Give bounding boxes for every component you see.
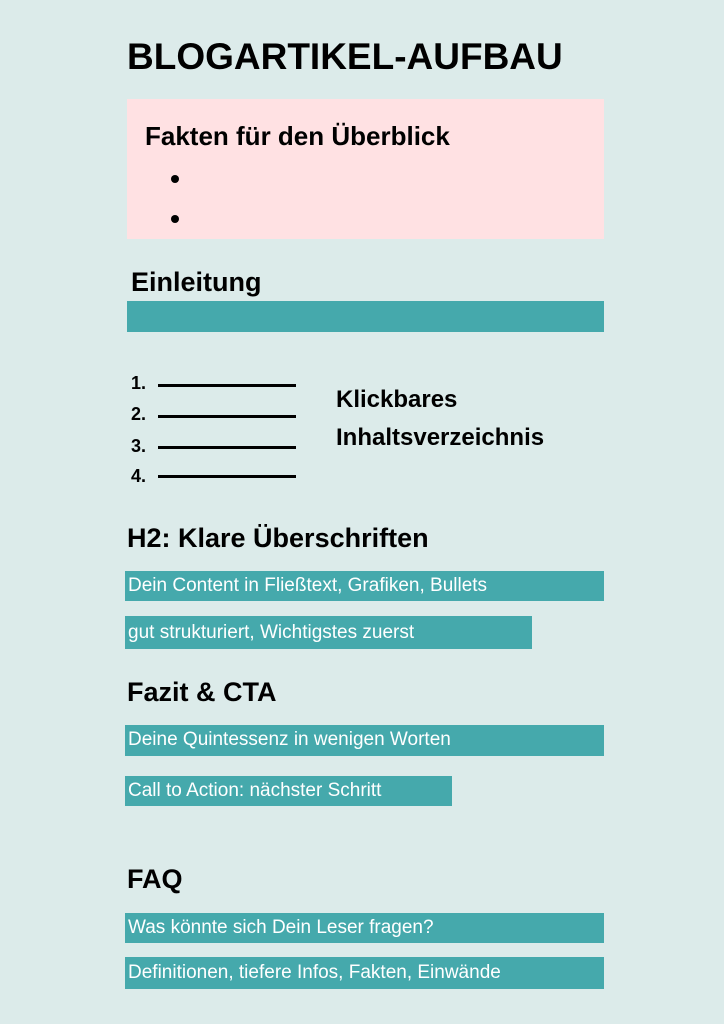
h2-line-2: gut strukturiert, Wichtigstes zuerst bbox=[125, 616, 532, 649]
intro-heading: Einleitung bbox=[131, 267, 262, 297]
toc-label-2: Inhaltsverzeichnis bbox=[336, 424, 545, 451]
toc-number: 1. bbox=[131, 373, 147, 393]
h2-line-1: Dein Content in Fließtext, Grafiken, Bullets bbox=[125, 571, 604, 601]
facts-heading: Fakten für den Überblick bbox=[145, 121, 450, 151]
toc-line bbox=[158, 415, 296, 418]
bullet-icon bbox=[171, 175, 179, 183]
fazit-line-2: Call to Action: nächster Schritt bbox=[125, 776, 452, 806]
toc-line bbox=[158, 384, 296, 387]
fazit-line-1: Deine Quintessenz in wenigen Worten bbox=[125, 725, 604, 756]
faq-line-1: Was könnte sich Dein Leser fragen? bbox=[125, 913, 604, 943]
toc-line bbox=[158, 446, 296, 449]
faq-line-2: Definitionen, tiefere Infos, Fakten, Einwände bbox=[125, 957, 604, 989]
toc-line bbox=[158, 475, 296, 478]
toc-label-1: Klickbares bbox=[336, 386, 458, 413]
facts-box bbox=[127, 99, 604, 239]
toc-number: 3. bbox=[131, 436, 147, 456]
fazit-heading: Fazit & CTA bbox=[127, 677, 277, 707]
toc-number: 4. bbox=[131, 466, 147, 486]
intro-bar bbox=[127, 301, 604, 332]
h2-heading: H2: Klare Überschriften bbox=[127, 523, 429, 553]
page-title: BLOGARTIKEL-AUFBAU bbox=[127, 36, 563, 77]
toc-number: 2. bbox=[131, 404, 147, 424]
faq-heading: FAQ bbox=[127, 864, 183, 894]
bullet-icon bbox=[171, 215, 179, 223]
